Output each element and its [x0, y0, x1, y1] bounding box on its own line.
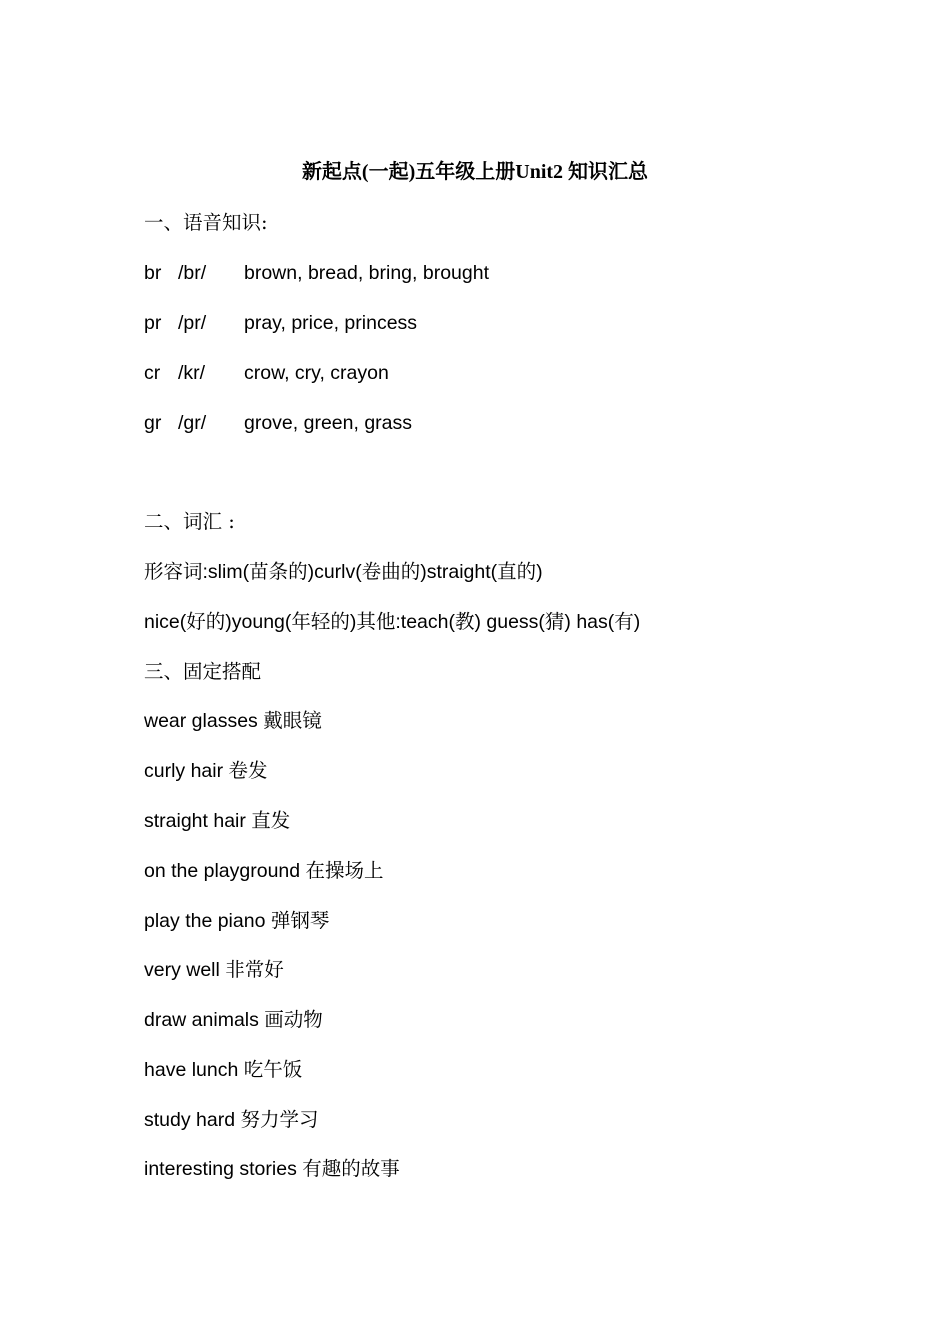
phonics-digraph: br — [144, 262, 162, 284]
phonics-example-words: pray, price, princess — [244, 312, 418, 334]
phrase-item: curly hair 卷发 — [144, 760, 268, 782]
phrase-item: on the playground 在操场上 — [144, 860, 384, 882]
phonics-ipa: /pr/ — [178, 312, 207, 334]
phrase-item: have lunch 吃午饭 — [144, 1059, 303, 1081]
vocabulary-line: nice(好的)young(年轻的)其他:teach(教) guess(猜) has(有) — [144, 611, 641, 633]
phonics-example-words: crow, cry, crayon — [244, 362, 389, 384]
phrase-item: very well 非常好 — [144, 959, 284, 981]
section-heading-phonics: 一、语音知识: — [144, 211, 268, 234]
phrase-item: draw animals 画动物 — [144, 1009, 323, 1031]
vocabulary-line: 形容词:slim(苗条的)curlv(卷曲的)straight(直的) — [144, 561, 543, 583]
document-title: 新起点(一起)五年级上册Unit2 知识汇总 — [301, 161, 649, 183]
phonics-digraph: cr — [144, 362, 161, 384]
phonics-example-words: grove, green, grass — [244, 412, 413, 434]
phrase-item: straight hair 直发 — [144, 810, 291, 832]
phonics-ipa: /br/ — [178, 262, 207, 284]
phrase-item: interesting stories 有趣的故事 — [144, 1158, 400, 1180]
phonics-row — [144, 259, 489, 287]
phonics-ipa: /kr/ — [178, 362, 206, 384]
section-heading-phrases: 三、固定搭配 — [144, 660, 262, 683]
phonics-row — [144, 409, 413, 437]
phrase-item: wear glasses 戴眼镜 — [144, 710, 322, 732]
phonics-row — [144, 309, 418, 337]
phonics-example-words: brown, bread, bring, brought — [244, 262, 489, 284]
phonics-ipa: /gr/ — [178, 412, 207, 434]
section-heading-vocabulary: 二、词汇 : — [144, 510, 235, 533]
phonics-row — [144, 359, 389, 387]
phonics-digraph: gr — [144, 412, 162, 434]
phrase-item: play the piano 弹钢琴 — [144, 910, 330, 932]
phonics-digraph: pr — [144, 312, 162, 334]
phrase-item: study hard 努力学习 — [144, 1109, 319, 1131]
